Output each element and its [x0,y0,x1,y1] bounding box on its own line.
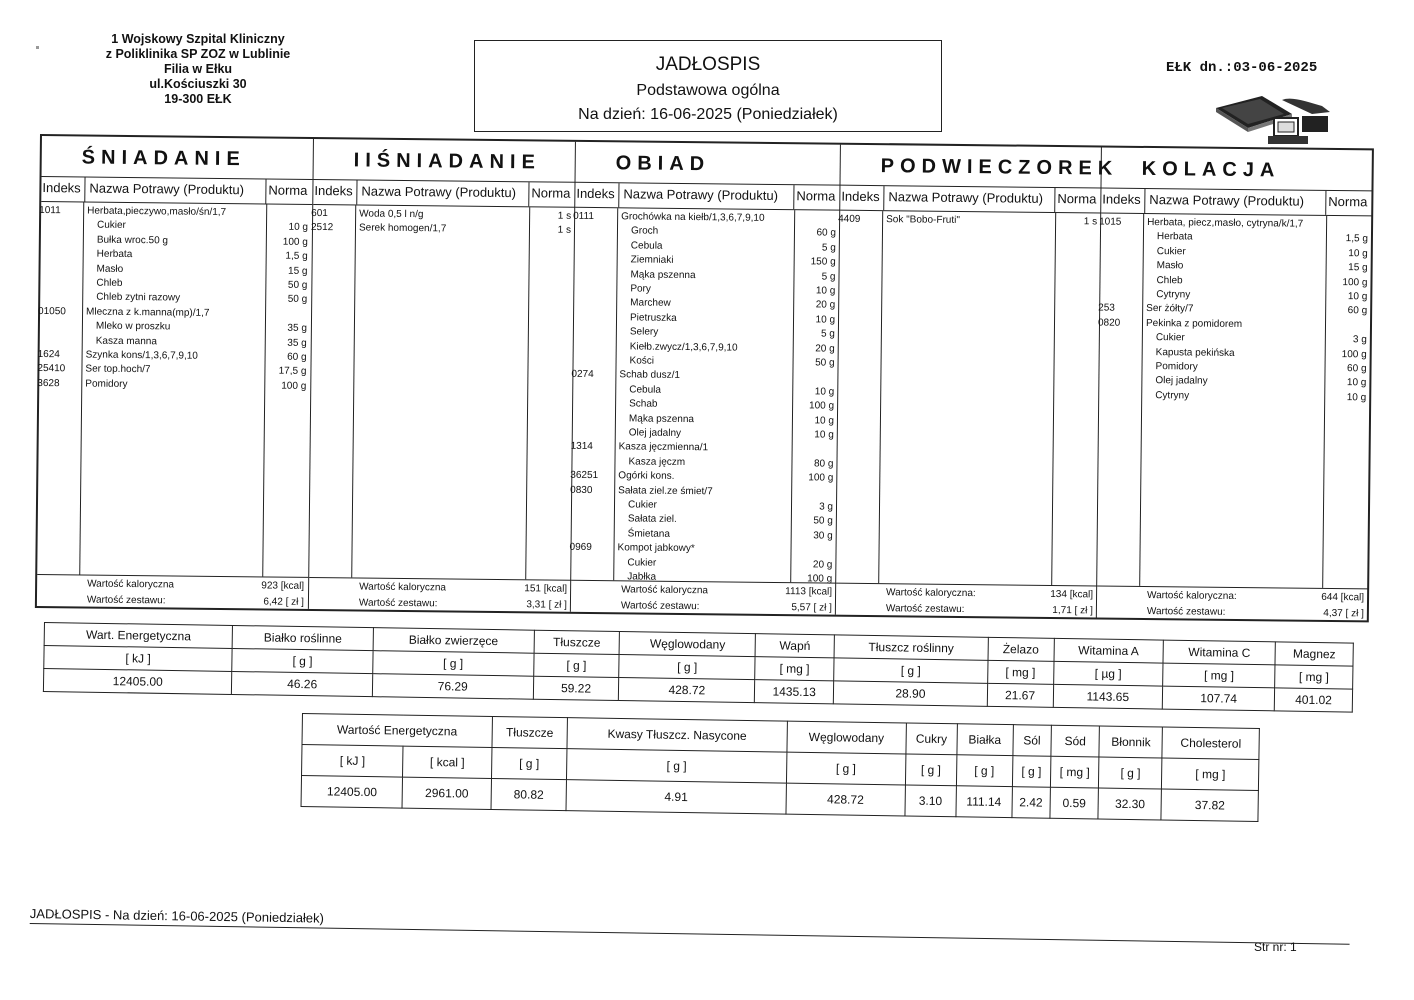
row-index: 4409 [838,213,861,225]
row-norm: 15 g [288,265,308,277]
cost-value: 6,42 [ zł ] [263,596,305,608]
hospital-address [78,32,318,107]
nutrition-unit: [ mg ] [755,657,834,681]
row-norm: 10 g [1346,377,1367,389]
nutrition-header: Tłuszcze [534,630,620,654]
header-name: Nazwa Potrawy (Produktu) [85,177,266,203]
meal-title: KOLACJA [1101,147,1372,191]
row-index: 253 [1098,302,1115,315]
row-name: Herbata [96,248,133,261]
row-name: Szynka kons/1,3,6,7,9,10 [85,349,198,362]
nutrition-header: Tłuszcz roślinny [834,635,988,660]
row-name: Cebula [630,240,663,252]
meal-body [836,211,1101,618]
hospital-line: Filia w Ełku [163,62,233,76]
nutrition-value: 3.10 [905,785,956,817]
scan-speck [36,46,39,49]
meal-title: IIŚNIADANIE [314,139,576,183]
nutrition-value: 428.72 [785,783,905,816]
page-number: Str nr: 1 [1254,940,1297,954]
row-name: Chleb [96,277,123,289]
header-name: Nazwa Potrawy (Produktu) [357,180,529,206]
row-norm: 3 g [1352,334,1367,346]
nutrition-header: Białko roślinne [232,625,373,650]
row-norm: 100 g [808,472,834,484]
divider [309,577,571,581]
row-index: 1624 [37,348,60,361]
row-name: Herbata,pieczywo,masło/śn/1,7 [87,205,227,219]
nutrition-unit: [ g ] [905,754,956,786]
row-norm: 1,5 g [285,250,308,263]
nutrition-header: Cukry [906,723,957,755]
cost-row [309,597,571,616]
row-name: Ser top.hoch/7 [85,363,151,376]
hospital-line: z Poliklinika SP ZOZ w Lublinie [105,47,291,61]
row-name: Kiełb.zwycz/1,3,6,7,9,10 [629,340,738,354]
nutrition-unit: [ µg ] [1053,661,1163,686]
header-norm: Norma [268,182,308,198]
row-norm: 1,5 g [1345,233,1368,245]
nutrition-value: 80.82 [491,778,567,810]
nutrition-header: Żelazo [988,637,1054,661]
row-norm: 10 g [1347,291,1368,303]
row-norm: 35 g [287,337,307,349]
nutrition-value: 4.91 [566,780,786,814]
row-name: Chleb zytni razowy [96,292,181,304]
row-norm: 20 g [812,558,833,571]
row-norm: 5 g [821,271,836,283]
row-name: Cukier [627,499,657,511]
menu-row [39,377,310,394]
energy-label: Wartość kaloryczna [621,584,709,597]
nutrition-unit: [ g ] [373,651,534,677]
nutrition-header: Sól [1013,725,1052,757]
energy-value: 1113 [kcal] [785,586,833,598]
cost-label: Wartość zestawu: [885,603,965,616]
nutrition-unit: [ g ] [1012,756,1051,788]
nutrition-header: Węglowodany [620,632,756,657]
row-name: Woda 0,5 l n/g [359,208,424,221]
nutrition-unit: [ g ] [1099,757,1163,789]
meal-column [1096,147,1373,620]
nutrition-header: Wartość Energetyczna [302,714,492,748]
meal-title: OBIAD [576,142,841,186]
row-name: Jabłka [627,571,657,583]
row-name: Sałata ziel.ze śmiet/7 [618,484,713,497]
cost-label: Wartość zestawu: [1146,606,1226,618]
row-name: Masło [96,263,124,275]
header-name: Nazwa Potrawy (Produktu) [884,186,1055,212]
nutrition-value: 428.72 [619,678,755,703]
row-name: Kasza jęczmienna/1 [618,441,709,454]
row-norm: 10 g [815,285,836,297]
row-name: Schab [629,398,658,410]
nutrition-header: Cholesterol [1162,727,1259,760]
menu-date: Na dzień: 16-06-2025 (Poniedziałek) [578,106,838,123]
row-name: Selery [629,326,659,338]
cost-row [37,594,308,613]
nutrition-header: Witamina A [1054,638,1164,663]
divider [1097,585,1368,589]
row-norm: 3 g [819,501,834,513]
nutrition-value: 0.59 [1050,787,1099,819]
nutrition-unit: [ g ] [786,752,906,785]
nutrition-value: 21.67 [987,683,1053,707]
row-norm: 5 g [821,242,836,254]
header-name: Nazwa Potrawy (Produktu) [619,183,794,209]
row-norm: 10 g [815,314,836,326]
row-name: Cukier [627,556,657,569]
row-name: Pekinka z pomidorem [1145,317,1243,330]
column-headers [840,186,1101,214]
nutrition-value: 2961.00 [402,777,491,809]
nutrition-header: Błonnik [1099,726,1163,758]
row-norm: 60 g [1347,363,1367,375]
hospital-line: 19-300 EŁK [164,92,232,106]
nutrition-header: Węglowodany [786,721,906,754]
row-norm: 15 g [1348,262,1368,274]
nutrition-unit: [ g ] [619,655,755,680]
diet-type: Podstawowa ogólna [636,82,780,99]
row-name: Mleko w proszku [95,320,171,333]
row-name: Mąka pszenna [628,412,695,425]
nutrition-unit: [ mg ] [987,660,1053,684]
nutrition-value: 12405.00 [301,776,403,809]
cost-value: 3,31 [ zł ] [526,599,567,611]
row-index: 0111 [573,210,594,222]
row-name: Herbata, piecz,masło, cytryna/k/1,7 [1147,216,1304,230]
row-name: Schab dusz/1 [619,369,681,382]
document-title: JADŁOSPIS [655,54,761,75]
row-name: Ser żółty/7 [1146,303,1194,315]
row-norm: 20 g [815,299,836,312]
menu-row [310,221,575,238]
row-name: Ziemniaki [630,254,674,267]
row-index: 0820 [1097,317,1121,329]
header-index: Indeks [313,180,357,204]
divider [351,205,356,577]
meal-body [1097,213,1372,620]
row-name: Grochówka na kiełb/1,3,6,7,9,10 [621,211,765,224]
row-norm: 50 g [815,357,835,369]
row-name: Cytryny [1155,389,1190,402]
divider [37,574,308,578]
row-name: Cebula [629,384,662,396]
row-norm: 60 g [1347,305,1368,317]
meal-title: ŚNIADANIE [42,136,313,180]
row-norm: 10 g [814,414,835,427]
divider [878,211,883,583]
row-norm: 50 g [287,294,308,306]
divider [1051,213,1056,585]
row-name: Cukier [1155,332,1185,344]
nutrition-value: 32.30 [1098,788,1162,820]
nutrition-value: 401.02 [1274,688,1352,712]
row-index: 601 [311,207,328,220]
divider [836,583,1097,587]
nutrition-header: Wapń [755,634,834,658]
cost-row [571,600,836,619]
row-norm: 100 g [1341,348,1367,360]
nutrition-table-2 [301,713,1260,822]
row-norm: 80 g [813,458,834,470]
energy-value: 923 [kcal] [261,580,305,592]
nutrition-unit: [ mg ] [1275,665,1353,689]
meal-body [571,208,840,615]
meal-column [570,142,841,615]
nutrition-header: Białko zwierzęce [373,628,534,654]
header-norm: Norma [1057,191,1097,207]
row-index: 01050 [38,305,66,318]
energy-value: 151 [kcal] [524,583,568,595]
row-name: Olej jadalny [628,427,682,439]
cost-label: Wartość zestawu: [620,600,700,613]
row-name: Sałata ziel. [627,513,677,526]
row-index: 1011 [39,204,61,217]
column-headers [41,177,312,205]
row-norm: 1 s [557,210,572,222]
row-norm: 100 g [809,400,835,412]
column-headers [1101,188,1372,216]
nutrition-value: 107.74 [1162,686,1274,711]
energy-value: 134 [kcal] [1050,588,1094,601]
meal-column [37,136,313,609]
nutrition-value: 1143.65 [1053,684,1163,709]
row-name: Kasza manna [95,335,157,347]
row-norm: 1 s [557,224,572,237]
header-index: Indeks [840,186,884,210]
row-norm: 60 g [287,351,307,363]
row-norm: 100 g [281,380,307,392]
nutrition-header: Magnez [1275,642,1353,666]
hospital-line: ul.Kościuszki 30 [149,77,247,91]
row-name: Kasza jęczm [628,456,686,468]
row-name: Kompot jabkowy* [617,542,695,555]
meal-title: PODWIECZOREK [840,145,1101,189]
row-norm: 50 g [813,515,833,527]
menu-table [35,134,1374,622]
row-index: 1015 [1099,216,1122,228]
row-name: Kapusta pekińska [1155,346,1235,359]
nutrition-value: 28.90 [833,681,987,706]
nutrition-unit: [ mg ] [1050,756,1099,788]
energy-label: Wartość kaloryczna: [886,587,976,600]
nutrition-unit: [ kJ ] [302,745,404,778]
row-name: Mleczna z k.manna(mp)/1,7 [86,306,210,319]
row-norm: 50 g [287,279,308,291]
row-name: Śmietana [627,528,671,540]
row-index: 0830 [570,484,593,496]
menu-row [1099,388,1370,405]
nutrition-unit: [ g ] [956,755,1013,787]
nutrition-header: Sód [1051,725,1100,757]
nutrition-unit: [ g ] [232,648,373,673]
row-index: 0274 [571,369,594,381]
nutrition-value: 46.26 [232,671,373,696]
row-norm: 30 g [813,530,833,542]
menu-row [840,213,1101,230]
row-norm: 150 g [810,256,836,268]
row-name: Mąka pszenna [630,268,696,281]
computer-clipart-icon [1212,92,1352,152]
issue-date: EŁK dn.:03-06-2025 [1166,60,1318,76]
nutrition-value: 2.42 [1012,787,1051,819]
row-index: 25410 [37,363,66,375]
cost-value: 4,37 [ zł ] [1323,607,1364,620]
nutrition-header: Białka [956,724,1013,756]
row-index: 3628 [37,377,60,390]
nutrition-unit: [ kJ ] [44,646,233,672]
row-name: Olej jadalny [1155,375,1208,388]
row-norm: 10 g [814,429,834,441]
row-norm: 35 g [287,322,307,335]
row-name: Ogórki kons. [618,470,675,483]
row-index: 2512 [310,222,334,234]
nutrition-header: Witamina C [1163,640,1275,665]
row-name: Cukier [1156,245,1186,258]
nutrition-value: 12405.00 [43,669,232,695]
cost-label: Wartość zestawu: [358,597,438,610]
footer-title: JADŁOSPIS - Na dzień: 16-06-2025 (Poniedziałek) [30,906,1350,945]
divider [525,207,530,579]
energy-value: 644 [kcal] [1321,591,1365,604]
row-norm: 10 g [288,222,309,234]
header-norm: Norma [796,188,836,204]
row-norm: 17,5 g [278,365,307,378]
row-name: Pory [630,283,651,295]
header-index: Indeks [575,183,619,207]
row-norm: 100 g [1342,276,1368,288]
energy-label: Wartość kaloryczna [87,578,175,591]
row-index: 36251 [570,469,599,482]
cost-row [1097,605,1368,624]
row-norm: 20 g [815,342,835,355]
energy-label: Wartość kaloryczna: [1147,590,1237,602]
meal-body [309,205,575,612]
column-headers [575,183,840,211]
title-box [474,40,942,132]
row-norm: 10 g [814,386,835,398]
cost-value: 5,57 [ zł ] [791,602,832,614]
nutrition-header: Tłuszcze [492,716,568,748]
meal-column [308,139,576,612]
nutrition-value: 1435.13 [755,680,834,704]
row-name: Marchew [630,297,671,310]
row-name: Sok "Bobo-Fruti" [886,214,960,226]
nutrition-value: 76.29 [372,674,533,700]
header-index: Indeks [41,177,85,201]
energy-label: Wartość kaloryczna [359,581,447,594]
nutrition-value: 59.22 [533,676,619,700]
row-name: Herbata [1156,231,1193,243]
meal-body [37,202,312,609]
row-name: Groch [630,225,659,238]
row-norm: 100 g [282,236,308,248]
cost-row [836,603,1097,622]
row-norm: 5 g [820,328,835,340]
nutrition-unit: [ g ] [491,747,567,779]
row-index: 0969 [569,541,592,554]
nutrition-table-1 [43,622,1354,713]
nutrition-unit: [ g ] [567,749,787,783]
row-name: Pietruszka [629,312,677,324]
row-norm: 100 g [807,573,833,585]
nutrition-value: 111.14 [955,786,1012,818]
row-name: Cukier [96,220,126,232]
nutrition-unit: [ mg ] [1163,663,1275,688]
row-name: Pomidory [85,378,128,390]
nutrition-unit: [ g ] [834,658,988,683]
header-norm: Norma [1328,193,1368,210]
row-name: Masło [1156,260,1184,272]
hospital-line: 1 Wojskowy Szpital Kliniczny [111,32,285,46]
header-norm: Norma [531,185,571,201]
nutrition-header: Wart. Energetyczna [44,623,233,649]
row-name: Bułka wroc.50 g [96,234,169,247]
row-norm: 60 g [816,227,837,240]
row-name: Pomidory [1155,361,1198,373]
row-name: Kości [629,355,655,367]
nutrition-unit: [ mg ] [1162,758,1259,791]
row-norm: 10 g [1348,247,1368,260]
row-index: 1314 [570,441,593,453]
cost-label: Wartość zestawu: [86,594,166,607]
nutrition-unit: [ g ] [533,653,619,677]
row-name: Chleb [1156,274,1183,286]
nutrition-unit: [ kcal ] [403,746,492,778]
row-norm: 10 g [1346,391,1367,404]
column-headers [313,180,575,208]
nutrition-value: 37.82 [1161,789,1258,822]
row-name: Cytryny [1156,289,1191,301]
row-norm: 1 s [1083,216,1098,228]
header-index: Indeks [1101,188,1145,212]
nutrition-header: Kwasy Tłuszcz. Nasycone [567,718,787,752]
header-name: Nazwa Potrawy (Produktu) [1145,189,1326,215]
cost-value: 1,71 [ zł ] [1052,604,1093,617]
row-name: Serek homogen/1,7 [358,222,447,235]
